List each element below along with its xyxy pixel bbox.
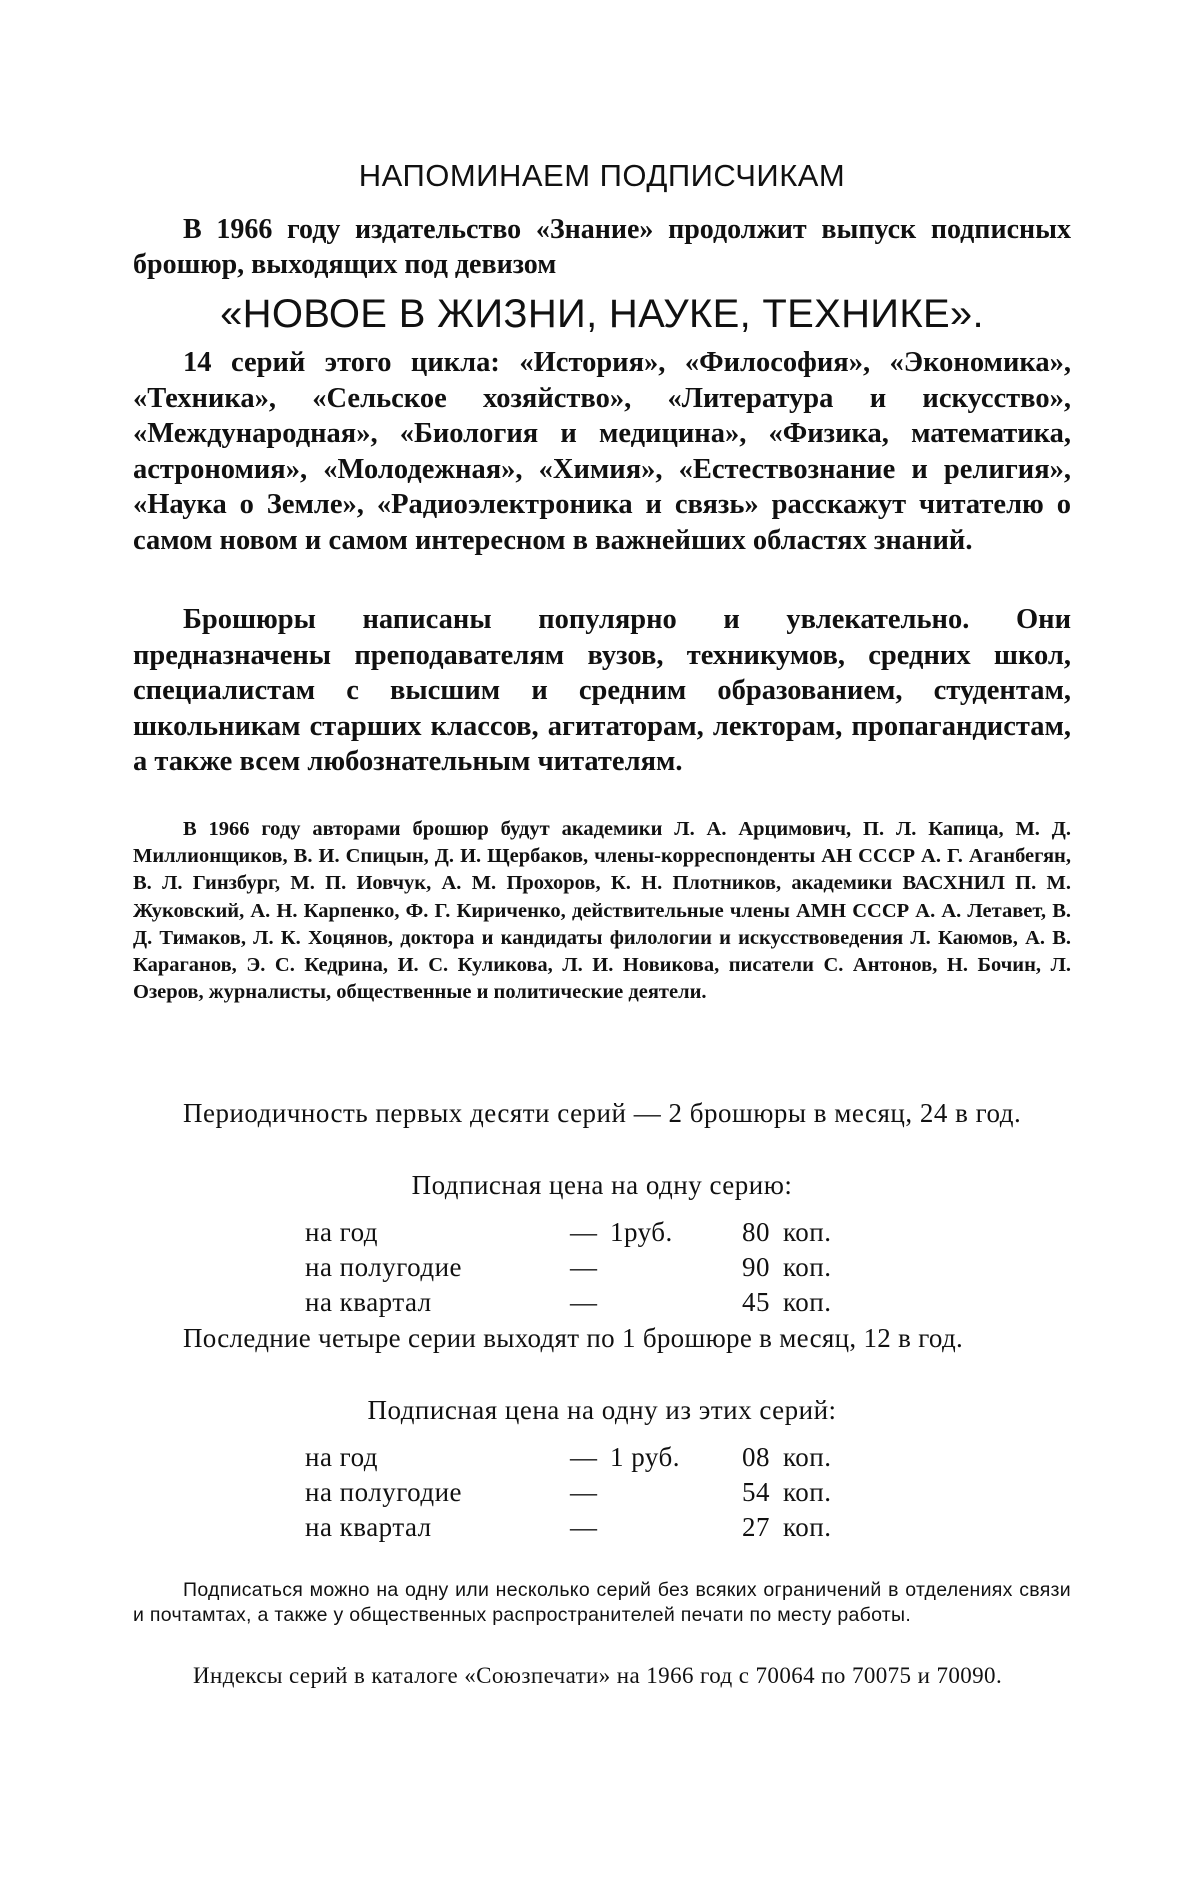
price-kopecks-value: 54	[742, 1477, 770, 1507]
periodicity-paragraph: Периодичность первых десяти серий — 2 брошюры в месяц, 24 в год.	[183, 1098, 1022, 1128]
price-rubles: 1 руб.	[610, 1442, 681, 1472]
series-paragraph: 14 серий этого цикла: «История», «Философия», «Экономика», «Техника», «Сельское хозяйство», «Литература и искусство», «Международная», «Биология и медицина», «Физика, математика, астрономия», «Молодежная», «Химия», «Естествознание и религия», «Наука о Земле», «Радиоэлектроника и связь» расскажут читателю о самом новом и самом интересном в важнейших областях знаний.	[133, 347, 1071, 556]
last-series-paragraph: Последние четыре серии выходят по 1 брошюре в месяц, 12 в год.	[183, 1323, 964, 1353]
price-dash: —	[570, 1287, 598, 1317]
price-dash: —	[570, 1252, 598, 1282]
price-row-half-year	[305, 1477, 865, 1512]
price-period: на квартал	[305, 1287, 432, 1317]
price-kopecks-unit: коп.	[783, 1512, 832, 1542]
price-rubles: 1руб.	[610, 1217, 673, 1247]
price-dash: —	[570, 1477, 598, 1507]
price-kopecks-value: 80	[742, 1217, 770, 1247]
price-kopecks-unit: коп.	[783, 1477, 832, 1507]
price-kopecks-unit: коп.	[783, 1442, 832, 1472]
price-dash: —	[570, 1217, 598, 1247]
price-kopecks-unit: коп.	[783, 1252, 832, 1282]
price-period: на год	[305, 1217, 379, 1247]
price-row-year	[305, 1442, 865, 1477]
price-dash: —	[570, 1512, 598, 1542]
page-heading: НАПОМИНАЕМ ПОДПИСЧИКАМ	[358, 158, 846, 193]
price-row-half-year	[305, 1252, 865, 1287]
price-kopecks-value: 90	[742, 1252, 770, 1282]
subscription-note: Подписаться можно на одну или несколько серий без всяких ограничений в отделениях связи и почтамтах, а также у общественных распространителей печати по месту работы.	[133, 1579, 1071, 1626]
price-row-quarter	[305, 1287, 865, 1322]
price-kopecks-value: 45	[742, 1287, 770, 1317]
price-kopecks-value: 27	[742, 1512, 770, 1542]
price-kopecks-unit: коп.	[783, 1287, 832, 1317]
audience-paragraph: Брошюры написаны популярно и увлекательно. Они предназначены преподавателям вузов, техникумов, средних школ, специалистам с высшим и средним образованием, студентам, школьникам старших классов, агитаторам, лекторам, пропагандистам, а также всем любознательным читателям.	[133, 604, 1071, 778]
price-period: на квартал	[305, 1512, 432, 1542]
price-table-last-series	[305, 1442, 865, 1547]
price-title-series: Подписная цена на одну серию:	[411, 1170, 793, 1200]
intro-paragraph: В 1966 году издательство «Знание» продолжит выпуск подписных брошюр, выходящих под девизом	[133, 214, 1071, 280]
price-row-quarter	[305, 1512, 865, 1547]
price-table-series	[305, 1217, 865, 1322]
price-kopecks-value: 08	[742, 1442, 770, 1472]
price-dash: —	[570, 1442, 598, 1472]
price-period: на полугодие	[305, 1477, 463, 1507]
motto-title: «НОВОЕ В ЖИЗНИ, НАУКЕ, ТЕХНИКЕ».	[220, 292, 984, 336]
price-row-year	[305, 1217, 865, 1252]
catalog-indexes-paragraph: Индексы серий в каталоге «Союзпечати» на 1966 год с 70064 по 70075 и 70090.	[193, 1663, 1003, 1688]
price-kopecks-unit: коп.	[783, 1217, 832, 1247]
price-period: на год	[305, 1442, 379, 1472]
authors-paragraph: В 1966 году авторами брошюр будут академики Л. А. Арцимович, П. Л. Капица, М. Д. Миллионщиков, В. И. Спицын, Д. И. Щербаков, члены-корреспонденты АН СССР А. Г. Аганбегян, В. Л. Гинзбург, М. П. Иовчук, А. М. Прохоров, К. Н. Плотников, академики ВАСХНИЛ П. М. Жуковский, А. Н. Карпенко, Ф. Г. Кириченко, действительные члены АМН СССР А. А. Летавет, В. Д. Тимаков, Л. К. Хоцянов, доктора и кандидаты филологии и искусствоведения Л. Каюмов, А. В. Караганов, Э. С. Кедрина, И. С. Куликова, Л. И. Новикова, писатели С. Антонов, Н. Бочин, Л. Озеров, журналисты, общественные и политические деятели.	[133, 818, 1071, 1004]
price-title-last-series: Подписная цена на одну из этих серий:	[367, 1395, 837, 1425]
price-period: на полугодие	[305, 1252, 463, 1282]
